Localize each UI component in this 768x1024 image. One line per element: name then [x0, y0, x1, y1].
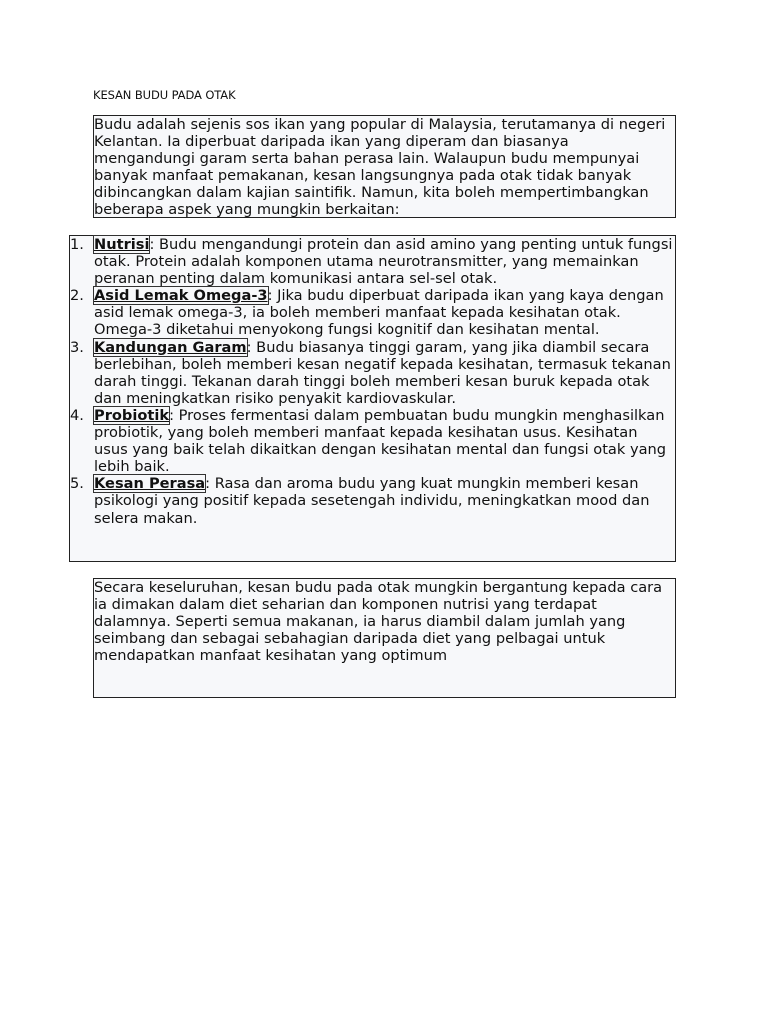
list-item-number: 5.: [70, 475, 84, 493]
list-item-text: : Rasa dan aroma budu yang kuat mungkin memberi kesan psikologi yang positif kepada sesetengah individu, meningkatkan mood dan selera makan.: [94, 475, 650, 527]
list-item: [70, 287, 675, 339]
points-list: [70, 236, 675, 527]
list-item-text: : Budu biasanya tinggi garam, yang jika diambil secara berlebihan, boleh memberi kesan negatif kepada kesihatan, termasuk tekanan darah tinggi. Tekanan darah tinggi boleh memberi kesan buruk kepada otak dan meningkatkan risiko penyakit kardiovaskular.: [94, 338, 671, 407]
list-item: [70, 406, 675, 476]
conclusion-text-box: [93, 578, 676, 698]
list-item-text: : Jika budu diperbuat daripada ikan yang kaya dengan asid lemak omega-3, ia boleh memberi manfaat kepada kesihatan otak. Omega-3 diketahui menyokong fungsi kognitif dan kesihatan mental.: [94, 287, 664, 339]
list-item-text: : Budu mengandungi protein dan asid amino yang penting untuk fungsi otak. Protein adalah komponen utama neurotransmitter, yang memainkan peranan penting dalam komunikasi antara sel-sel otak.: [94, 236, 673, 288]
list-item-term: Kandungan Garam: [94, 338, 247, 356]
list-item-term: Nutrisi: [94, 236, 150, 253]
list-item: [70, 338, 675, 407]
intro-text-box: [93, 115, 676, 218]
list-item-term: Probiotik: [94, 406, 170, 424]
list-item-number: 2.: [70, 287, 84, 305]
list-item: [70, 236, 675, 288]
list-item-term: Asid Lemak Omega-3: [94, 287, 268, 305]
conclusion-paragraph: Secara keseluruhan, kesan budu pada otak mungkin bergantung kepada cara ia dimakan dalam diet seharian dan komponen nutrisi yang terdapat dalamnya. Seperti semua makanan, ia harus diambil dalam jumlah yang seimbang dan sebagai sebahagian daripada diet yang pelbagai untuk mendapatkan manfaat kesihatan yang optimum: [94, 579, 663, 665]
document-title: KESAN BUDU PADA OTAK: [93, 88, 236, 102]
list-item-number: 4.: [70, 406, 84, 424]
list-item-term: Kesan Perasa: [94, 475, 206, 493]
list-item-number: 1.: [70, 236, 84, 253]
list-item: [70, 475, 675, 527]
points-list-box: [69, 235, 676, 562]
list-item-number: 3.: [70, 338, 84, 356]
list-item-text: : Proses fermentasi dalam pembuatan budu mungkin menghasilkan probiotik, yang boleh memberi manfaat kepada kesihatan usus. Kesihatan usus yang baik telah dikaitkan dengan kesihatan mental dan fungsi otak yang lebih baik.: [94, 406, 667, 476]
intro-paragraph: Budu adalah sejenis sos ikan yang popular di Malaysia, terutamanya di negeri Kelantan. Ia diperbuat daripada ikan yang diperam dan biasanya mengandungi garam serta bahan perasa lain. Walaupun budu mempunyai banyak manfaat pemakanan, kesan langsungnya pada otak tidak banyak dibincangkan dalam kajian saintifik. Namun, kita boleh mempertimbangkan beberapa aspek yang mungkin berkaitan:: [94, 116, 666, 219]
